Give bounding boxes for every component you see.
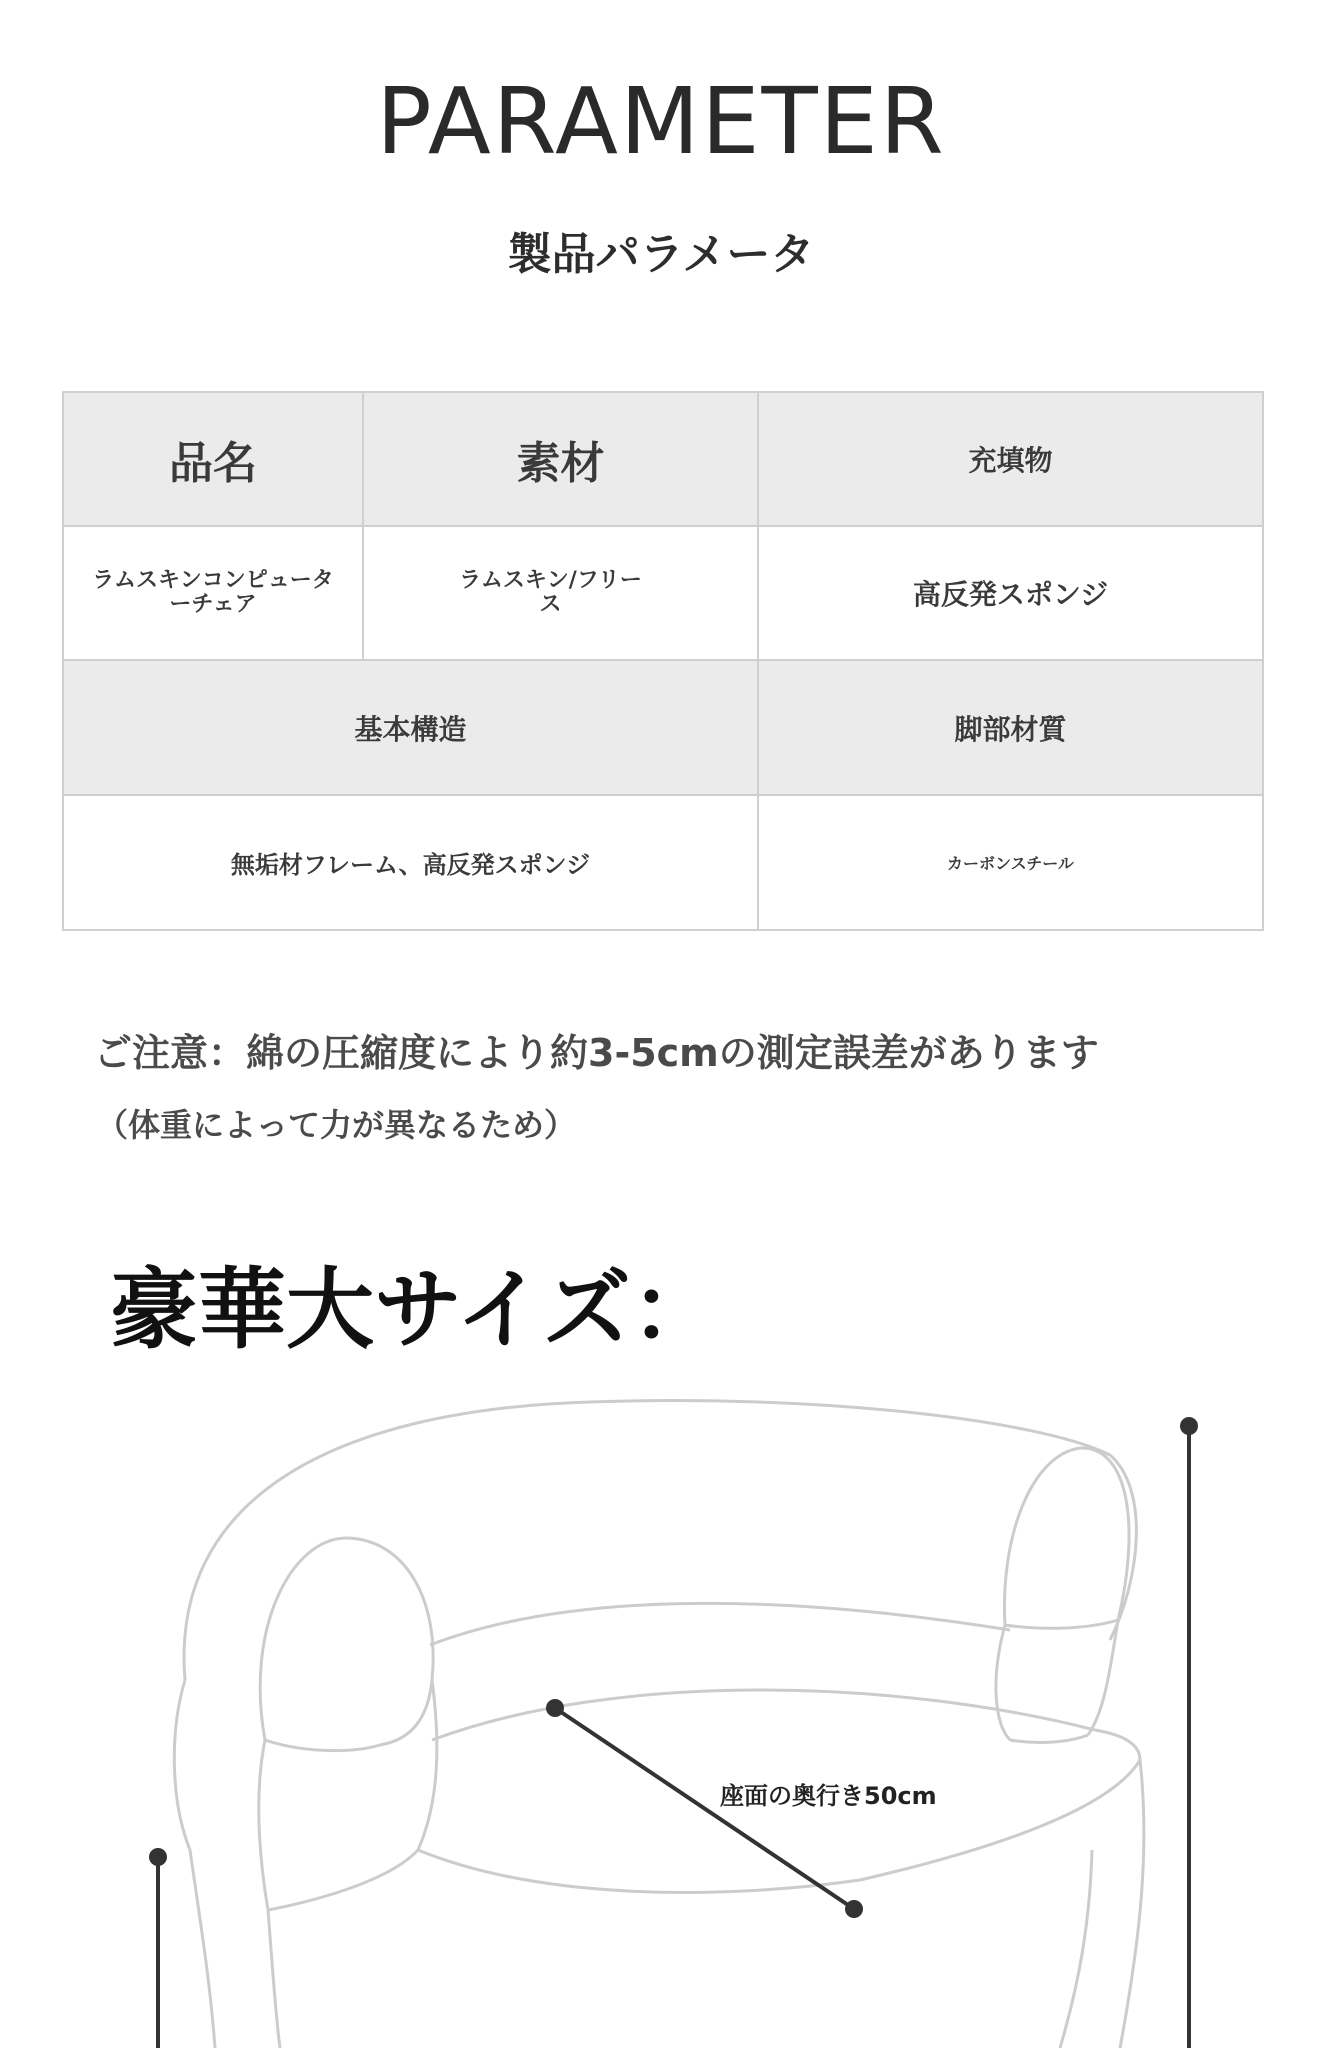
parameter-table <box>62 391 1264 931</box>
structure-value: 無垢材フレーム、高反発スポンジ <box>63 795 758 930</box>
table-row <box>63 526 1263 660</box>
height-dimension-right <box>1180 1417 1198 2048</box>
structure-header: 基本構造 <box>63 660 758 795</box>
material-value: ラムスキン/フリース <box>363 526 758 660</box>
chair-outline <box>174 1401 1144 2048</box>
chair-outline-drawing <box>0 1380 1322 2048</box>
size-heading: 豪華大サイズ： <box>110 1258 719 1361</box>
filling-value: 高反発スポンジ <box>758 526 1263 660</box>
measurement-notice-reason: （体重によって力が異なるため） <box>96 1106 577 1144</box>
page-subtitle: 製品パラメータ <box>507 229 815 280</box>
material-header: 素材 <box>363 392 758 526</box>
seat-depth-label: 座面の奥行き50cm <box>720 1782 937 1810</box>
height-dimension-left <box>149 1848 167 2048</box>
filling-header: 充填物 <box>758 392 1263 526</box>
table-row <box>63 392 1263 526</box>
table-row <box>63 795 1263 930</box>
legs-value: カーボンスチール <box>758 795 1263 930</box>
name-header: 品名 <box>63 392 363 526</box>
page-title: PARAMETER <box>376 68 946 175</box>
name-value: ラムスキンコンピューターチェア <box>63 526 363 660</box>
measurement-notice: ご注意：綿の圧縮度により約3-5cmの測定誤差があります <box>94 1031 1099 1075</box>
table-row <box>63 660 1263 795</box>
legs-header: 脚部材質 <box>758 660 1263 795</box>
